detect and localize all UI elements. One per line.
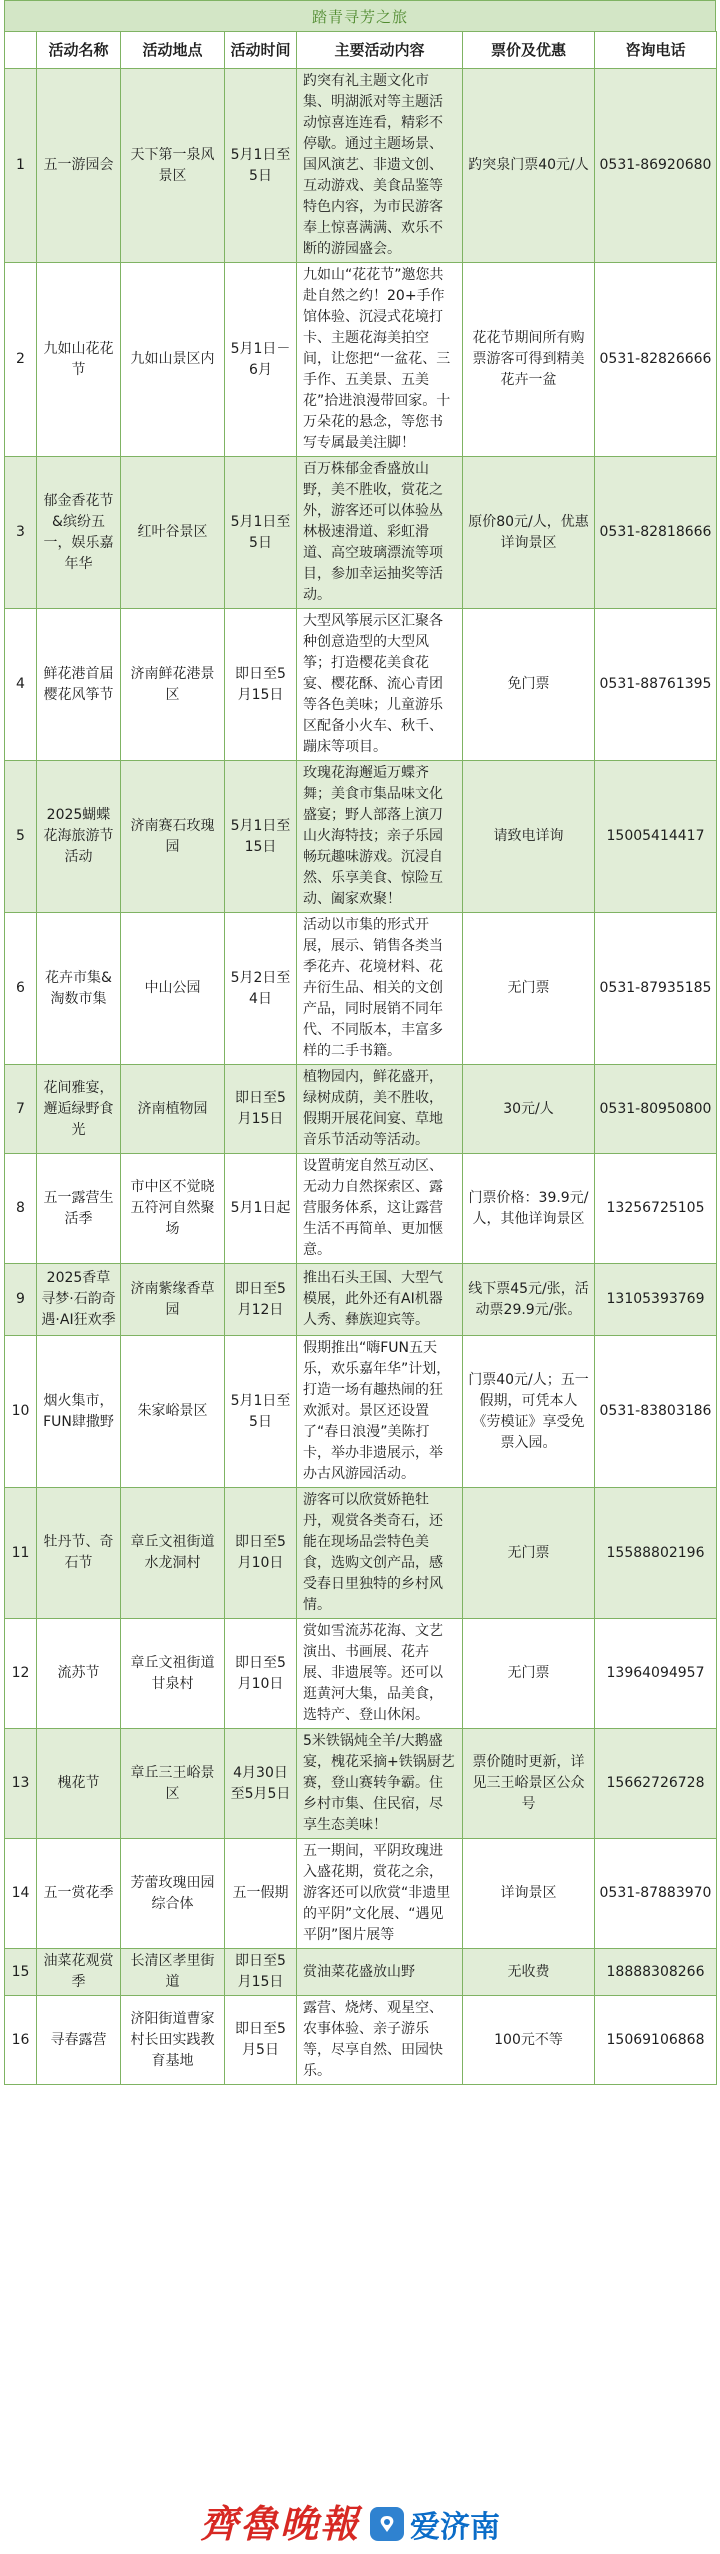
app-name: 爱济南	[410, 2510, 501, 2545]
activity-name: 油菜花观赏季	[37, 1949, 121, 1996]
header-time: 活动时间	[225, 32, 297, 69]
activity-price: 花花节期间所有购票游客可得到精美花卉一盆	[463, 263, 595, 457]
activity-phone: 0531-86920680	[595, 69, 717, 263]
activity-time: 即日至5月10日	[225, 1619, 297, 1729]
activity-place: 天下第一泉风景区	[121, 69, 225, 263]
activity-time: 即日至5月15日	[225, 609, 297, 761]
activity-name: 花卉市集&淘数市集	[37, 913, 121, 1065]
activity-place: 中山公园	[121, 913, 225, 1065]
activity-time: 5月1日至15日	[225, 761, 297, 913]
activity-time: 5月1日－6月	[225, 263, 297, 457]
row-index: 13	[5, 1729, 37, 1839]
activity-content: 九如山“花花节”邀您共赴自然之约！20+手作馆体验、沉浸式花境打卡、主题花海美拍空间，让您把“一盆花、三手作、五美景、五美花”拾进浪漫带回家。十万朵花的悬念，等您书写专属最美注脚！	[297, 263, 463, 457]
activity-place: 济南紫缘香草园	[121, 1264, 225, 1336]
activity-content: 玫瑰花海邂逅万蝶齐舞；美食市集品味文化盛宴；野人部落上演刀山火海特技；亲子乐园畅玩趣味游戏。沉浸自然、乐享美食、惊险互动、阖家欢聚！	[297, 761, 463, 913]
activity-name: 牡丹节、奇石节	[37, 1488, 121, 1619]
activity-place: 章丘文祖街道水龙洞村	[121, 1488, 225, 1619]
activity-phone: 15005414417	[595, 761, 717, 913]
activity-content: 推出石头王国、大型气模展，此外还有AI机器人秀、彝族迎宾等。	[297, 1264, 463, 1336]
row-index: 6	[5, 913, 37, 1065]
activity-time: 即日至5月10日	[225, 1488, 297, 1619]
table-row	[5, 1839, 717, 1949]
newspaper-logo: 齊魯晚報	[200, 2501, 361, 2546]
activity-name: 五一露营生活季	[37, 1154, 121, 1264]
activity-content: 大型风筝展示区汇聚各种创意造型的大型风筝；打造樱花美食花宴、樱花酥、流心青团等各色美味；儿童游乐区配备小火车、秋千、蹦床等项目。	[297, 609, 463, 761]
activity-content: 5米铁锅炖全羊/大鹅盛宴，槐花采摘+铁锅厨艺赛，登山赛转争霸。住乡村市集、住民宿，尽享生态美味！	[297, 1729, 463, 1839]
table-row	[5, 263, 717, 457]
table-banner: 踏青寻芳之旅	[4, 0, 716, 31]
activity-place: 红叶谷景区	[121, 457, 225, 609]
watermark	[200, 2502, 500, 2546]
activity-phone: 15069106868	[595, 1996, 717, 2085]
activity-content: 五一期间，平阴玫瑰进入盛花期，赏花之余，游客还可以欣赏“非遗里的平阴”文化展、“遇见平阴”图片展等	[297, 1839, 463, 1949]
activity-time: 即日至5月15日	[225, 1065, 297, 1154]
header-phone: 咨询电话	[595, 32, 717, 69]
activity-price: 详询景区	[463, 1839, 595, 1949]
activity-place: 长清区孝里街道	[121, 1949, 225, 1996]
activity-phone: 15588802196	[595, 1488, 717, 1619]
activity-name: 烟火集市，FUN肆撒野	[37, 1336, 121, 1488]
activity-time: 五一假期	[225, 1839, 297, 1949]
activity-price: 原价80元/人，优惠详询景区	[463, 457, 595, 609]
table-row	[5, 1488, 717, 1619]
activity-content: 趵突有礼主题文化市集、明湖派对等主题活动惊喜连连看，精彩不停歇。通过主题场景、国风演艺、非遗文创、互动游戏、美食品鉴等特色内容，为市民游客奉上惊喜满满、欢乐不断的游园盛会。	[297, 69, 463, 263]
activity-phone: 0531-83803186	[595, 1336, 717, 1488]
row-index: 10	[5, 1336, 37, 1488]
header-content: 主要活动内容	[297, 32, 463, 69]
activity-time: 5月1日至5日	[225, 457, 297, 609]
table-row	[5, 913, 717, 1065]
activity-price: 无收费	[463, 1949, 595, 1996]
activity-price: 票价随时更新，详见三王峪景区公众号	[463, 1729, 595, 1839]
activity-time: 5月1日至5日	[225, 1336, 297, 1488]
row-index: 12	[5, 1619, 37, 1729]
app-logo-icon	[370, 2507, 404, 2541]
row-index: 1	[5, 69, 37, 263]
activity-phone: 0531-80950800	[595, 1065, 717, 1154]
activity-phone: 13964094957	[595, 1619, 717, 1729]
activity-phone: 15662726728	[595, 1729, 717, 1839]
row-index: 3	[5, 457, 37, 609]
activity-name: 2025香草寻梦·石韵奇遇·AI狂欢季	[37, 1264, 121, 1336]
row-index: 14	[5, 1839, 37, 1949]
row-index: 8	[5, 1154, 37, 1264]
row-index: 15	[5, 1949, 37, 1996]
activity-place: 济南赛石玫瑰园	[121, 761, 225, 913]
table-row	[5, 1154, 717, 1264]
activity-place: 济阳街道曹家村长田实践教育基地	[121, 1996, 225, 2085]
activity-content: 活动以市集的形式开展，展示、销售各类当季花卉、花境材料、花卉衍生品、相关的文创产品，同时展销不同年代、不同版本，丰富多样的二手书籍。	[297, 913, 463, 1065]
header-index	[5, 32, 37, 69]
activity-phone: 13256725105	[595, 1154, 717, 1264]
row-index: 4	[5, 609, 37, 761]
header-price: 票价及优惠	[463, 32, 595, 69]
activity-name: 2025蝴蝶花海旅游节活动	[37, 761, 121, 913]
activity-content: 植物园内，鲜花盛开，绿树成荫，美不胜收，假期开展花间宴、草地音乐节活动等活动。	[297, 1065, 463, 1154]
row-index: 5	[5, 761, 37, 913]
table-row	[5, 1264, 717, 1336]
activity-content: 露营、烧烤、观星空、农事体验、亲子游乐等，尽享自然、田园快乐。	[297, 1996, 463, 2085]
activity-place: 济南鲜花港景区	[121, 609, 225, 761]
activity-name: 九如山花花节	[37, 263, 121, 457]
activity-phone: 0531-82826666	[595, 263, 717, 457]
activity-price: 门票价格：39.9元/人，其他详询景区	[463, 1154, 595, 1264]
table-row	[5, 1336, 717, 1488]
activity-price: 趵突泉门票40元/人	[463, 69, 595, 263]
activity-content: 赏油菜花盛放山野	[297, 1949, 463, 1996]
activity-price: 线下票45元/张，活动票29.9元/张。	[463, 1264, 595, 1336]
activity-place: 济南植物园	[121, 1065, 225, 1154]
row-index: 11	[5, 1488, 37, 1619]
activity-time: 4月30日至5月5日	[225, 1729, 297, 1839]
activity-place: 市中区不觉晓五符河自然聚场	[121, 1154, 225, 1264]
table-row	[5, 457, 717, 609]
row-index: 7	[5, 1065, 37, 1154]
activity-content: 假期推出“嗨FUN五天乐，欢乐嘉年华”计划，打造一场有趣热闹的狂欢派对。景区还设置了“春日浪漫”美陈打卡，举办非遗展示，举办古风游园活动。	[297, 1336, 463, 1488]
activity-time: 即日至5月15日	[225, 1949, 297, 1996]
activity-content: 游客可以欣赏娇艳牡丹，观赏各类奇石，还能在现场品尝特色美食，选购文创产品，感受春日里独特的乡村风情。	[297, 1488, 463, 1619]
table-row	[5, 69, 717, 263]
activity-name: 流苏节	[37, 1619, 121, 1729]
activity-place: 九如山景区内	[121, 263, 225, 457]
activity-price: 30元/人	[463, 1065, 595, 1154]
header-row	[5, 32, 717, 69]
activity-content: 设置萌宠自然互动区、无动力自然探索区、露营服务体系，这让露营生活不再简单、更加惬意。	[297, 1154, 463, 1264]
activity-name: 寻春露营	[37, 1996, 121, 2085]
header-name: 活动名称	[37, 32, 121, 69]
activity-price: 无门票	[463, 913, 595, 1065]
header-place: 活动地点	[121, 32, 225, 69]
activity-phone: 13105393769	[595, 1264, 717, 1336]
activity-time: 5月2日至4日	[225, 913, 297, 1065]
activity-phone: 0531-88761395	[595, 609, 717, 761]
activity-phone: 0531-87883970	[595, 1839, 717, 1949]
activity-phone: 18888308266	[595, 1949, 717, 1996]
activity-time: 即日至5月12日	[225, 1264, 297, 1336]
activity-name: 郁金香花节&缤纷五一，娱乐嘉年华	[37, 457, 121, 609]
activity-place: 芳蕾玫瑰田园综合体	[121, 1839, 225, 1949]
activity-content: 百万株郁金香盛放山野，美不胜收，赏花之外，游客还可以体验丛林极速滑道、彩虹滑道、高空玻璃漂流等项目，参加幸运抽奖等活动。	[297, 457, 463, 609]
activity-price: 免门票	[463, 609, 595, 761]
activity-price: 门票40元/人；五一假期，可凭本人《劳模证》享受免票入园。	[463, 1336, 595, 1488]
activity-price: 100元不等	[463, 1996, 595, 2085]
activity-price: 请致电详询	[463, 761, 595, 913]
activity-time: 5月1日至5日	[225, 69, 297, 263]
row-index: 2	[5, 263, 37, 457]
table-row	[5, 1065, 717, 1154]
table-row	[5, 1996, 717, 2085]
table-row	[5, 1619, 717, 1729]
activity-name: 槐花节	[37, 1729, 121, 1839]
table-row	[5, 609, 717, 761]
activity-name: 五一游园会	[37, 69, 121, 263]
app-brand	[370, 2502, 500, 2546]
activity-place: 朱家峪景区	[121, 1336, 225, 1488]
table-row	[5, 761, 717, 913]
activity-content: 赏如雪流苏花海、文艺演出、书画展、花卉展、非遗展等。还可以逛黄河大集，品美食，选特产、登山休闲。	[297, 1619, 463, 1729]
activity-table	[4, 31, 717, 2085]
activity-phone: 0531-82818666	[595, 457, 717, 609]
activity-place: 章丘文祖街道甘泉村	[121, 1619, 225, 1729]
row-index: 9	[5, 1264, 37, 1336]
activity-price: 无门票	[463, 1488, 595, 1619]
activity-place: 章丘三王峪景区	[121, 1729, 225, 1839]
row-index: 16	[5, 1996, 37, 2085]
activity-phone: 0531-87935185	[595, 913, 717, 1065]
activity-name: 鲜花港首届樱花风筝节	[37, 609, 121, 761]
activity-time: 即日至5月5日	[225, 1996, 297, 2085]
table-row	[5, 1729, 717, 1839]
activity-name: 花间雅宴，邂逅绿野食光	[37, 1065, 121, 1154]
activity-price: 无门票	[463, 1619, 595, 1729]
activity-time: 5月1日起	[225, 1154, 297, 1264]
table-row	[5, 1949, 717, 1996]
activity-name: 五一赏花季	[37, 1839, 121, 1949]
